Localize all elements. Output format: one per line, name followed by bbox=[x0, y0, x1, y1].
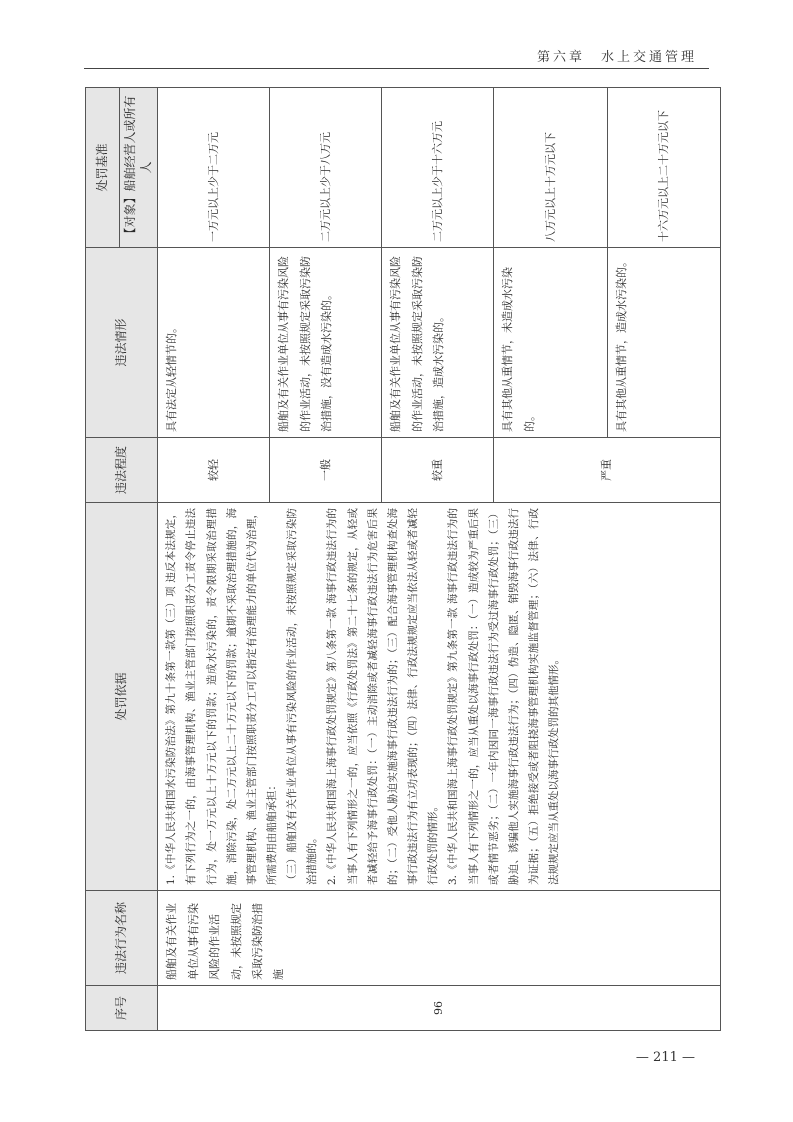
circumstance-severe-1: 具有其他从重情节，未造成水污染的。 bbox=[494, 248, 608, 438]
header-circumstance: 违法情形 bbox=[86, 248, 158, 438]
standard-light: 一万元以上少于二万元 bbox=[158, 88, 270, 248]
header-standard: 处罚基准 bbox=[86, 88, 120, 248]
basis-paragraph-2: （三）船舶及有关作业单位从事有污染风险的作业活动，未按照规定采取污染防治措施的。 bbox=[286, 508, 319, 885]
circumstance-general: 船舶及有关作业单位从事有污染风险的作业活动，未按照规定采取污染防治措施，没有造成水污染的。 bbox=[270, 248, 382, 438]
standard-general: 二万元以上少于八万元 bbox=[270, 88, 382, 248]
degree-severe: 严重 bbox=[494, 438, 721, 503]
penalty-basis bbox=[158, 503, 721, 891]
standard-serious: 二万元以上少于十六万元 bbox=[382, 88, 494, 248]
degree-light: 较轻 bbox=[158, 438, 270, 503]
rotated-penalty-table bbox=[85, 88, 710, 1031]
page-number: — 211 — bbox=[635, 1050, 695, 1065]
standard-severe-2: 十六万元以上二十万元以下 bbox=[608, 88, 721, 248]
header-degree: 违法程度 bbox=[86, 438, 158, 503]
penalty-table bbox=[85, 87, 721, 1031]
standard-severe-1: 八万元以上十万元以下 bbox=[494, 88, 608, 248]
circumstance-light: 具有法定从轻情节的。 bbox=[158, 248, 270, 438]
basis-paragraph-4: 3.《中华人民共和国海上海事行政处罚规定》第九条第一款 海事行政违法行为的当事人有下列情形之一的，应当从重处以海事行政处罚：（一）造成较为严重后果或者情节恶劣；（二）一年内因同一海事行政违法行为受过海事行政处罚；（三）胁迫、诱骗他人实施海事行政违法行为；（四）伪造、隐匿、销毁海事行政违法行为证据；（五）拒绝接受或者阻挠海事管理机构实施监督管理；（六）法律、行政法规规定应当从重处以海事行政处罚的其他情形。 bbox=[447, 508, 561, 885]
violation-name: 船舶及有关作业单位从事有污染风险的作业活动，未按照规定采取污染防治措施 bbox=[158, 891, 721, 986]
header-rule bbox=[84, 68, 709, 69]
basis-paragraph-3: 2.《中华人民共和国海上海事行政处罚规定》第八条第一款 海事行政违法行为的当事人有下列情形之一的，应当依照《行政处罚法》第二十七条的规定，从轻或者减轻给予海事行政处罚：（一）主动消除或者减轻海事行政违法行为危害后果的；（二）受他人胁迫实施海事行政违法行为的；（三）配合海事管理机构查处海事行政违法行为有立功表现的；（四）法律、行政法规规定应当依法从轻或者减轻行政处罚的情形。 bbox=[326, 508, 440, 885]
header-standard-object: 【对象】船舶经营人或所有人 bbox=[120, 88, 158, 248]
header-violation-name: 违法行为名称 bbox=[86, 891, 158, 986]
circumstance-serious: 船舶及有关作业单位从事有污染风险的作业活动，未按照规定采取污染防治措施，造成水污染的。 bbox=[382, 248, 494, 438]
degree-general: 一般 bbox=[270, 438, 382, 503]
running-head: 第六章 水上交通管理 bbox=[536, 50, 697, 65]
degree-serious: 较重 bbox=[382, 438, 494, 503]
circumstance-severe-2: 具有其他从重情节，造成水污染的。 bbox=[608, 248, 721, 438]
basis-paragraph-1: 1.《中华人民共和国水污染防治法》第九十条第一款第（三）项 违反本法规定，有下列行为之一的，由海事管理机构、渔业主管部门按照职责分工责令停止违法行为，处一万元以上十万元以下的罚款；造成水污染的，责令限期采取治理措施，消除污染，处二万元以上二十万元以下的罚款；逾期不采取治理措施的，海事管理机构、渔业主管部门按照职责分工可以指定有治理能力的单位代为治理，所需费用由船舶承担： bbox=[165, 508, 278, 885]
header-basis: 处罚依据 bbox=[86, 503, 158, 891]
header-seq: 序号 bbox=[86, 986, 158, 1031]
row-seq: 96 bbox=[158, 986, 721, 1031]
